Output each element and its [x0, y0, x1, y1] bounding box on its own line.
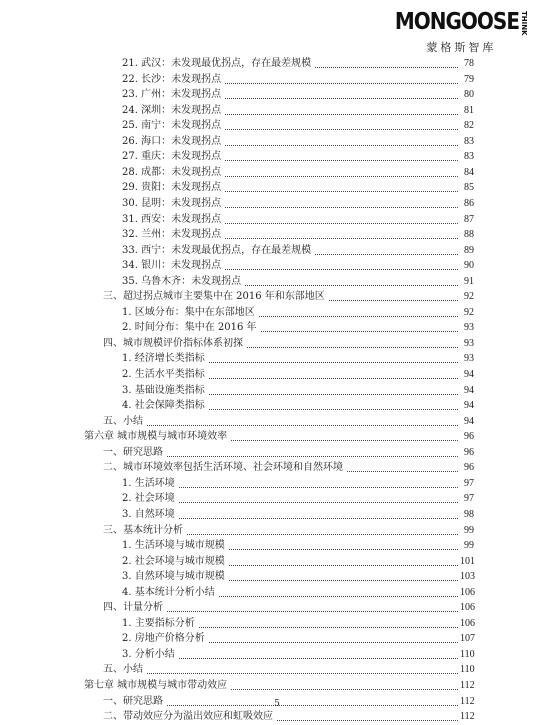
toc-entry-page: 101 [460, 555, 475, 567]
toc-entry-label: 30. 昆明：未发现拐点 [122, 197, 222, 209]
toc-entry[interactable] [0, 678, 474, 694]
dot-leader [147, 424, 458, 426]
dot-leader [231, 439, 458, 441]
dot-leader [225, 175, 458, 177]
dot-leader [209, 393, 458, 395]
toc-entry[interactable] [0, 383, 474, 399]
dot-leader [167, 455, 458, 457]
toc-entry-page: 99 [464, 524, 474, 536]
toc-entry-page: 94 [464, 384, 474, 396]
toc-entry-page: 112 [460, 695, 475, 707]
toc-entry-page: 110 [460, 648, 475, 660]
toc-entry[interactable] [0, 320, 474, 336]
toc-entry-label: 24. 深圳：未发现拐点 [122, 104, 222, 116]
toc-entry-page: 88 [464, 229, 474, 241]
dot-leader [225, 159, 458, 161]
toc-entry-page: 98 [464, 508, 474, 520]
toc-entry-page: 106 [460, 617, 475, 629]
toc-entry-page: 81 [464, 104, 474, 116]
dot-leader [329, 299, 458, 301]
dot-leader [225, 128, 458, 130]
toc-entry-page: 94 [464, 369, 474, 380]
toc-entry-label: 3. 分析小结 [122, 648, 175, 660]
dot-leader [179, 517, 458, 519]
toc-entry-label: 三、超过拐点城市主要集中在 2016 年和东部地区 [103, 291, 325, 303]
toc-entry-page: 82 [464, 120, 474, 132]
toc-entry-label: 1. 主要指标分析 [122, 617, 195, 629]
dot-leader [229, 579, 458, 581]
toc-entry[interactable] [0, 118, 474, 134]
dot-leader [225, 97, 458, 99]
dot-leader [261, 330, 458, 332]
logo-subtitle: 蒙格斯智库 [426, 40, 497, 54]
toc-entry-label: 3. 自然环境与城市规模 [122, 571, 225, 583]
toc-entry[interactable] [0, 196, 474, 212]
dot-leader [209, 641, 458, 643]
toc-entry[interactable] [0, 212, 474, 228]
toc-entry[interactable] [0, 709, 474, 725]
toc-entry-page: 103 [460, 571, 475, 583]
toc-entry[interactable] [0, 227, 474, 243]
toc-entry-page: 94 [464, 400, 474, 412]
toc-entry-page: 106 [460, 586, 475, 598]
toc-entry-label: 2. 社会环境与城市规模 [122, 555, 225, 567]
toc-entry[interactable] [0, 305, 474, 321]
dot-leader [225, 82, 458, 84]
dot-leader [231, 688, 458, 690]
dot-leader [259, 315, 458, 317]
dot-leader [225, 113, 458, 115]
toc-entry-label: 二、城市环境效率包括生活环境、社会环境和自然环境 [103, 462, 343, 474]
logo-wordmark: MONGOOSE [394, 7, 519, 35]
toc-entry-page: 96 [464, 462, 474, 474]
dot-leader [225, 268, 458, 270]
dot-leader [245, 284, 458, 286]
toc-entry-label: 五、小结 [103, 415, 143, 427]
toc-entry[interactable] [0, 662, 474, 678]
dot-leader [219, 595, 458, 597]
dot-leader [209, 408, 458, 410]
toc-entry[interactable] [0, 274, 474, 290]
toc-entry-page: 91 [464, 275, 474, 287]
toc-entry[interactable] [0, 87, 474, 103]
logo-side-text: THINK [520, 11, 528, 36]
toc-entry-page: 92 [464, 291, 474, 303]
toc-entry[interactable] [0, 600, 474, 616]
toc-entry-page: 78 [464, 58, 474, 69]
toc-entry-label: 四、计量分析 [103, 602, 163, 614]
toc-entry-page: 79 [464, 73, 474, 85]
toc-entry-page: 97 [464, 493, 474, 505]
dot-leader [225, 222, 458, 224]
toc-entry-page: 97 [464, 477, 474, 489]
toc-entry-page: 80 [464, 89, 474, 101]
toc-entry-label: 3. 自然环境 [122, 508, 175, 520]
toc-entry[interactable] [0, 476, 474, 492]
toc-entry-label: 一、研究思路 [103, 446, 163, 458]
toc-entry[interactable] [0, 445, 474, 461]
dot-leader [229, 564, 458, 566]
toc-entry-label: 4. 社会保障类指标 [122, 400, 205, 412]
toc-entry[interactable] [0, 507, 474, 523]
toc-entry[interactable] [0, 289, 474, 305]
toc-entry[interactable] [0, 165, 474, 181]
toc-entry-label: 1. 生活环境 [122, 477, 175, 489]
toc-entry[interactable] [0, 616, 474, 632]
toc-entry-page: 83 [464, 135, 474, 147]
dot-leader [179, 486, 458, 488]
toc-entry[interactable] [0, 538, 474, 554]
toc-entry-page: 84 [464, 166, 474, 178]
toc-entry-page: 85 [464, 182, 474, 194]
toc-entry[interactable] [0, 367, 474, 383]
toc-entry-page: 92 [464, 306, 474, 318]
toc-entry[interactable] [0, 103, 474, 119]
toc-entry-label: 五、小结 [103, 664, 143, 676]
dot-leader [225, 206, 458, 208]
toc-entry-label: 22. 长沙：未发现拐点 [122, 73, 222, 85]
toc-entry-label: 25. 南宁：未发现拐点 [122, 120, 222, 132]
dot-leader [187, 533, 458, 535]
toc-entry-page: 93 [464, 322, 474, 334]
toc-entry-label: 1. 区域分布：集中在东部地区 [122, 306, 255, 318]
page-number: 5 [274, 699, 280, 709]
toc-entry[interactable] [0, 631, 474, 647]
toc-entry[interactable] [0, 398, 474, 414]
toc-entry-label: 3. 基础设施类指标 [122, 384, 205, 396]
toc-entry[interactable] [0, 523, 474, 539]
toc-entry[interactable] [0, 180, 474, 196]
toc-entry-page: 93 [464, 353, 474, 365]
dot-leader [147, 672, 458, 674]
toc-entry[interactable] [0, 460, 474, 476]
toc-entry[interactable] [0, 149, 474, 165]
toc-entry[interactable] [0, 351, 474, 367]
toc-entry-label: 28. 成都：未发现拐点 [122, 166, 222, 178]
toc-entry-label: 第七章 城市规模与城市带动效应 [84, 680, 228, 691]
toc-entry-label: 27. 重庆：未发现拐点 [122, 151, 222, 163]
toc-entry-page: 89 [464, 244, 474, 256]
toc-entry[interactable] [0, 585, 474, 601]
toc-entry-label: 1. 经济增长类指标 [122, 353, 205, 365]
toc-entry-label: 23. 广州：未发现拐点 [122, 89, 222, 101]
toc-entry[interactable] [0, 134, 474, 150]
toc-entry-page: 99 [464, 540, 474, 552]
toc-entry-page: 96 [464, 446, 474, 458]
toc-entry[interactable] [0, 554, 474, 570]
toc-entry-label: 1. 生活环境与城市规模 [122, 540, 225, 552]
toc-entry-label: 33. 西宁：未发现最优拐点，存在最差规模 [122, 244, 312, 256]
toc-entry-page: 106 [460, 602, 475, 614]
toc-entry-label: 35. 乌鲁木齐：未发现拐点 [122, 275, 242, 287]
toc-entry[interactable] [0, 72, 474, 88]
dot-leader [199, 626, 458, 628]
dot-leader [225, 237, 458, 239]
toc-entry[interactable] [0, 569, 474, 585]
toc-entry[interactable] [0, 336, 474, 352]
toc-entry-label: 21. 武汉：未发现最优拐点，存在最差规模 [122, 58, 312, 69]
toc-entry-page: 112 [460, 711, 475, 723]
dot-leader [167, 610, 458, 612]
toc-entry[interactable] [0, 258, 474, 274]
toc-entry-label: 三、基本统计分析 [103, 524, 183, 536]
toc-entry[interactable] [0, 491, 474, 507]
dot-leader [225, 190, 458, 192]
toc-entry-label: 2. 房地产价格分析 [122, 633, 205, 645]
dot-leader [315, 253, 458, 255]
toc-entry-page: 96 [464, 431, 474, 443]
toc-entry-label: 2. 生活水平类指标 [122, 369, 205, 380]
toc-entry-label: 二、带动效应分为溢出效应和虹吸效应 [103, 711, 273, 723]
toc-entry-label: 2. 社会环境 [122, 493, 175, 505]
dot-leader [315, 66, 458, 68]
brand-logo [394, 7, 528, 55]
toc-entry-page: 93 [464, 337, 474, 349]
toc-entry-page: 94 [464, 415, 474, 427]
toc-entry-page: 83 [464, 151, 474, 163]
dot-leader [179, 657, 458, 659]
dot-leader [247, 346, 458, 348]
toc-entry-label: 31. 西安：未发现拐点 [122, 213, 222, 225]
dot-leader [179, 501, 458, 503]
toc-entry-label: 一、研究思路 [103, 695, 163, 707]
dot-leader [209, 361, 458, 363]
toc-entry-page: 86 [464, 197, 474, 209]
toc-entry[interactable] [0, 56, 474, 72]
dot-leader [209, 377, 458, 379]
toc-entry-label: 第六章 城市规模与城市环境效率 [84, 431, 228, 443]
toc-entry[interactable] [0, 414, 474, 430]
toc-entry-label: 29. 贵阳：未发现拐点 [122, 182, 222, 194]
toc-entry[interactable] [0, 647, 474, 663]
dot-leader [347, 470, 458, 472]
toc-entry-page: 112 [460, 680, 475, 691]
toc-entry-label: 26. 海口：未发现拐点 [122, 135, 222, 147]
toc-entry-label: 2. 时间分布：集中在 2016 年 [122, 322, 257, 334]
toc-entry-page: 110 [460, 664, 475, 676]
dot-leader [225, 144, 458, 146]
toc-entry-label: 32. 兰州：未发现拐点 [122, 229, 222, 241]
toc-entry[interactable] [0, 243, 474, 259]
toc-entry-page: 107 [460, 633, 475, 645]
toc-entry-label: 4. 基本统计分析小结 [122, 586, 215, 598]
toc-entry[interactable] [0, 429, 474, 445]
toc-entry-label: 34. 银川：未发现拐点 [122, 260, 222, 272]
dot-leader [229, 548, 458, 550]
toc-entry-page: 87 [464, 213, 474, 225]
toc-entry-label: 四、城市规模评价指标体系初探 [103, 337, 243, 349]
toc-entry-page: 90 [464, 260, 474, 272]
